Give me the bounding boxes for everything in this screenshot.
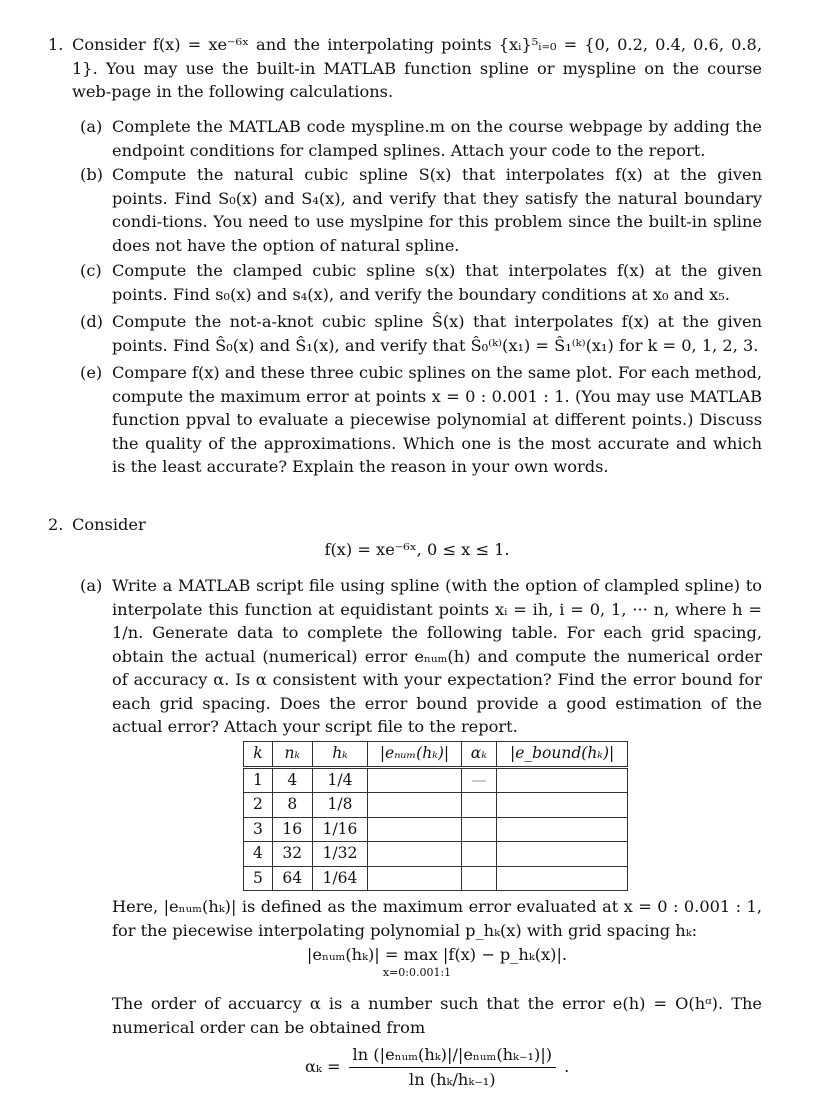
alpha-denominator: ln (hₖ/hₖ₋₁) [409, 1069, 496, 1089]
table-row [244, 767, 628, 793]
table-cell [497, 817, 628, 842]
table-cell: 4 [244, 842, 273, 867]
problem-1-part-e: Compare f(x) and these three cubic splines on the same plot. For each method, compute the maximum error at points x = 0 : 0.001 : 1. (You may use MATLAB function ppval to evaluate a piecewise polynomial at different points.) Discuss the quality of the approximations. Which one is the most accurate and which is the least accurate? Explain the reason in your own words. [112, 363, 762, 476]
table-cell: 5 [244, 866, 273, 891]
order-text: The order of accuarcy α is a number such that the error e(h) = O(hᵅ). The numerical order can be obtained from [112, 994, 762, 1037]
part-label: (a) [80, 576, 103, 595]
table-row [244, 866, 628, 891]
alpha-fraction [349, 1043, 557, 1091]
error-formula-text: |eₙᵤₘ(hₖ)| = max |f(x) − p_hₖ(x)|. [306, 945, 568, 964]
header-h: hₖ [312, 742, 368, 768]
table-cell [497, 767, 628, 793]
table-cell: 32 [272, 842, 312, 867]
problem-1-part-b: Compute the natural cubic spline S(x) that interpolates f(x) at the given points. Find S₀(x) and S₄(x), and verify that they satisfy the natural boundary condi-tions. You need to use myslpine for this problem since the built-in spline does not have the option of natural spline. [112, 165, 762, 255]
error-formula [112, 943, 762, 978]
header-alpha: αₖ [461, 742, 497, 768]
alpha-numerator: ln (|eₙᵤₘ(hₖ)|/|eₙᵤₘ(hₖ₋₁)|) [349, 1043, 557, 1068]
problem-1-number: 1. [48, 35, 64, 54]
table-row [244, 817, 628, 842]
table-cell: 16 [272, 817, 312, 842]
problem-2-function: f(x) = xe⁻⁶ˣ, 0 ≤ x ≤ 1. [324, 540, 510, 559]
table-cell: 3 [244, 817, 273, 842]
part-label: (d) [80, 312, 103, 331]
table-cell: 64 [272, 866, 312, 891]
alpha-period: . [564, 1057, 570, 1077]
part-label: (c) [80, 261, 102, 280]
table-cell: 8 [272, 793, 312, 818]
problem-2-number: 2. [48, 515, 64, 534]
table-cell [461, 817, 497, 842]
table-cell: 2 [244, 793, 273, 818]
table-header-row [244, 742, 628, 768]
table-row [244, 793, 628, 818]
table-row [244, 842, 628, 867]
table-cell [497, 842, 628, 867]
table-cell: — [461, 767, 497, 793]
results-table [243, 741, 628, 891]
header-n: nₖ [272, 742, 312, 768]
problem-2-part-a: Write a MATLAB script file using spline (with the option of clampled spline) to interpolate this function at equidistant points xᵢ = ih, i = 0, 1, ··· n, where h = 1/n. Generate data to complete the following table. For each grid spacing, obtain the actual (numerical) error eₙᵤₘ(h) and compute the numerical order of accuracy α. Is α consistent with your expectation? Find the error bound for each grid spacing. Does the error bound provide a good estimation of the actual error? Attach your script file to the report. [112, 576, 762, 736]
error-formula-subscript: x=0:0.001:1 [382, 965, 452, 979]
table-cell: 1/4 [312, 767, 368, 793]
table-cell: 1 [244, 767, 273, 793]
table-cell: 1/8 [312, 793, 368, 818]
table-cell [368, 767, 461, 793]
table-cell [497, 866, 628, 891]
table-cell [368, 866, 461, 891]
table-cell [368, 793, 461, 818]
problem-1-part-d: Compute the not-a-knot cubic spline Ŝ(x) that interpolates f(x) at the given points. Find Ŝ₀(x) and Ŝ₁(x), and verify that Ŝ₀⁽ᵏ⁾(x₁) = Ŝ₁⁽ᵏ⁾(x₁) for k = 0, 1, 2, 3. [112, 312, 762, 355]
table-cell: 1/16 [312, 817, 368, 842]
part-label: (a) [80, 117, 103, 136]
here-text: Here, |eₙᵤₘ(hₖ)| is defined as the maximum error evaluated at x = 0 : 0.001 : 1, for the piecewise interpolating polynomial p_hₖ(x) with grid spacing hₖ: [112, 897, 762, 940]
table-cell [461, 793, 497, 818]
table-cell [497, 793, 628, 818]
header-k: k [244, 742, 273, 768]
problem-1-part-a: Complete the MATLAB code myspline.m on the course webpage by adding the endpoint conditions for clamped splines. Attach your code to the report. [112, 117, 762, 160]
table-cell [461, 842, 497, 867]
problem-1-intro: Consider f(x) = xe⁻⁶ˣ and the interpolating points {xᵢ}⁵ᵢ₌₀ = {0, 0.2, 0.4, 0.6, 0.8, 1}. You may use the built-in MATLAB function spline or myspline on the course web-page in the following calculations. [72, 35, 762, 101]
problem-1-part-c: Compute the clamped cubic spline s(x) that interpolates f(x) at the given points. Find s₀(x) and s₄(x), and verify the boundary conditions at x₀ and x₅. [112, 261, 762, 304]
table-cell: 4 [272, 767, 312, 793]
table-cell: 1/32 [312, 842, 368, 867]
table-cell [368, 842, 461, 867]
table-cell: 1/64 [312, 866, 368, 891]
alpha-lhs: αₖ = [305, 1057, 341, 1077]
header-ebound: |e_bound(hₖ)| [497, 742, 628, 768]
part-label: (b) [80, 165, 103, 184]
header-enum: |eₙᵤₘ(hₖ)| [368, 742, 461, 768]
alpha-formula [305, 1043, 569, 1091]
part-label: (e) [80, 363, 103, 382]
problem-2-intro: Consider [72, 515, 146, 534]
table-cell [368, 817, 461, 842]
table-cell [461, 866, 497, 891]
